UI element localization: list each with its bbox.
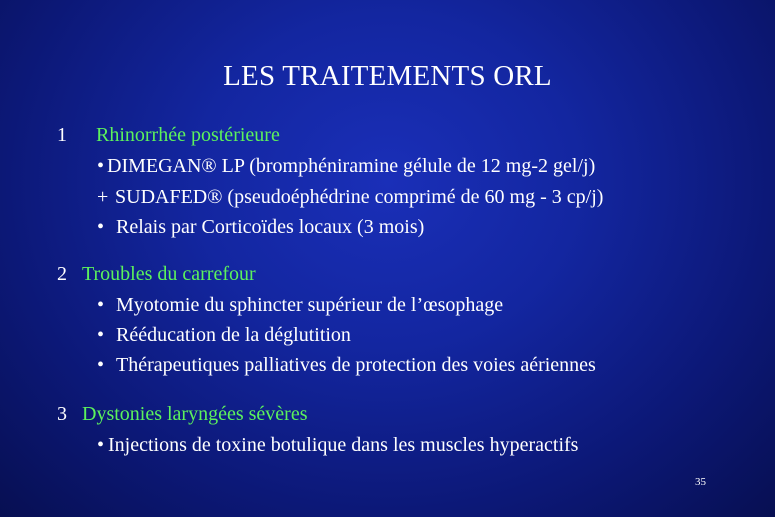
section-title: Rhinorrhée postérieure <box>96 124 280 146</box>
bullet-marker: • <box>97 155 105 177</box>
list-item <box>97 186 603 209</box>
section-number: 2 <box>57 263 67 285</box>
list-item <box>97 216 424 239</box>
section-heading-2 <box>57 263 256 286</box>
list-item-text: SUDAFED® (pseudoéphédrine comprimé de 60 mg - 3 cp/j) <box>115 186 604 208</box>
list-item-text: Relais par Corticoïdes locaux (3 mois) <box>116 216 425 238</box>
list-item-text: Rééducation de la déglutition <box>116 324 351 346</box>
list-item-text: Injections de toxine botulique dans les muscles hyperactifs <box>108 434 579 456</box>
list-item <box>97 354 596 377</box>
bullet-marker: • <box>97 216 105 238</box>
bullet-marker: • <box>97 354 105 376</box>
page-number: 35 <box>695 476 706 488</box>
list-item-text: DIMEGAN® LP (bromphéniramine gélule de 12 mg-2 gel/j) <box>107 155 596 177</box>
slide-title: LES TRAITEMENTS ORL <box>223 60 552 92</box>
list-item-text: Myotomie du sphincter supérieur de l’œsophage <box>116 294 504 316</box>
section-heading-3 <box>57 403 308 426</box>
list-item <box>97 155 595 178</box>
bullet-marker: • <box>97 324 105 346</box>
section-title: Dystonies laryngées sévères <box>82 403 308 425</box>
bullet-marker: • <box>97 294 105 316</box>
section-title: Troubles du carrefour <box>82 263 256 285</box>
list-item-text: Thérapeutiques palliatives de protection des voies aériennes <box>116 354 596 376</box>
bullet-marker: • <box>97 434 105 456</box>
list-item <box>97 294 503 317</box>
list-item <box>97 324 351 347</box>
section-number: 3 <box>57 403 67 425</box>
section-heading-1 <box>57 124 280 147</box>
bullet-marker: + <box>97 186 109 208</box>
section-number: 1 <box>57 124 67 146</box>
list-item <box>97 434 578 457</box>
